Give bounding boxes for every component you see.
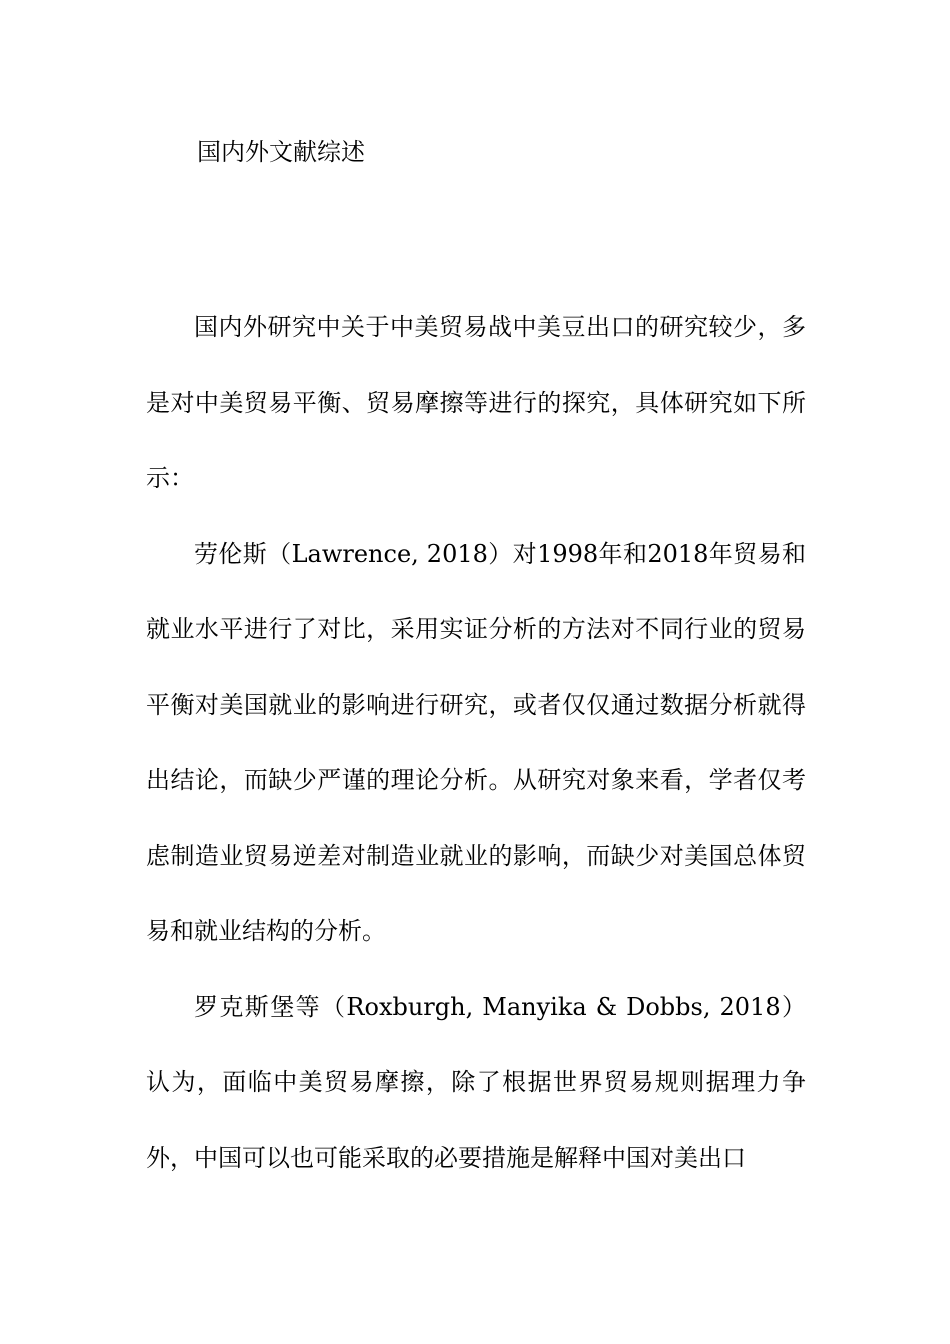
body-text: [146, 290, 806, 1196]
paragraph-roxburgh: 罗克斯堡等（Roxburgh, Manyika & Dobbs, 2018）认为，面临中美贸易摩擦，除了根据世界贸易规则据理力争外，中国可以也可能采取的必要措施是解释中国对美出口: [146, 992, 806, 1172]
paragraph-intro: 国内外研究中关于中美贸易战中美豆出口的研究较少，多是对中美贸易平衡、贸易摩擦等进行的探究，具体研究如下所示：: [146, 313, 806, 492]
paragraph-lawrence: 劳伦斯（Lawrence, 2018）对1998年和2018年贸易和就业水平进行了对比，采用实证分析的方法对不同行业的贸易平衡对美国就业的影响进行研究，或者仅仅通过数据分析就得出结论，而缺少严谨的理论分析。从研究对象来看，学者仅考虑制造业贸易逆差对制造业就业的影响，而缺少对美国总体贸易和就业结构的分析。: [146, 539, 806, 945]
section-heading: 国内外文献综述: [197, 138, 365, 166]
